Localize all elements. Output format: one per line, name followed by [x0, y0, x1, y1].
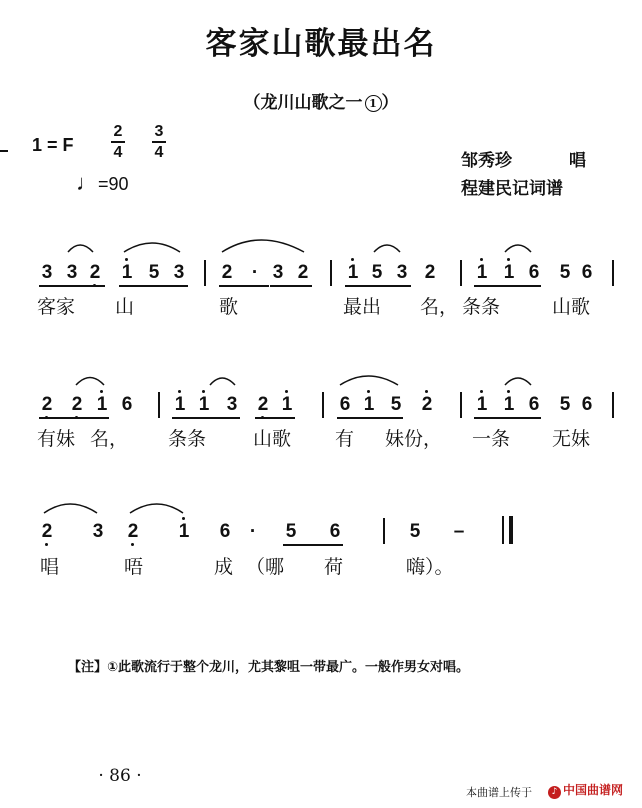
singer-role: 唱: [569, 151, 586, 171]
lyric: 有: [335, 428, 355, 450]
note: 1: [476, 394, 488, 415]
note: 2: [89, 262, 101, 283]
final-bar-line-thin: [502, 516, 504, 544]
lyric: 最出: [343, 296, 382, 318]
lyric: 名，: [90, 428, 129, 450]
site-logo-text: 中国曲谱网: [563, 783, 624, 797]
note: 1: [363, 394, 375, 415]
note: 6: [581, 262, 593, 283]
time-sig-bottom: 4: [113, 144, 123, 161]
note: 2: [257, 394, 269, 415]
footnote: 【注】①此歌流行于整个龙川，尤其黎咀一带最广。一般作男女对唱。: [68, 660, 470, 675]
note: 5: [285, 521, 297, 542]
note: 5: [409, 521, 421, 542]
note: 1: [476, 262, 488, 283]
recorder-credit: 程建民记词谱: [461, 179, 563, 199]
lyric: 山歌: [552, 296, 591, 318]
note: 6: [528, 262, 540, 283]
quarter-note-icon: ♩: [76, 170, 98, 195]
note: 2: [41, 521, 53, 542]
lyric: （哪: [246, 556, 285, 578]
note: 6: [219, 521, 231, 542]
upload-notice: 本曲谱上传于: [466, 786, 532, 799]
lyric: 有妹: [37, 428, 76, 450]
note: 5: [559, 262, 571, 283]
note: 6: [339, 394, 351, 415]
dash: –: [453, 521, 465, 542]
lyric: 山: [115, 296, 135, 318]
note: 1: [347, 262, 359, 283]
note: 3: [272, 262, 284, 283]
note: 5: [148, 262, 160, 283]
time-sig-top: 3: [154, 123, 164, 140]
note: 2: [421, 394, 433, 415]
final-bar-line-thick: [509, 516, 513, 544]
note: 2: [424, 262, 436, 283]
lyric: 歌: [219, 296, 239, 318]
note: 1: [96, 394, 108, 415]
lyric: 条条: [168, 428, 207, 450]
note: 3: [396, 262, 408, 283]
time-sig-bottom: 4: [154, 144, 164, 161]
footnote-marker: 1: [365, 95, 382, 112]
note: 1: [178, 521, 190, 542]
note: 5: [559, 394, 571, 415]
note: 6: [121, 394, 133, 415]
note: 3: [41, 262, 53, 283]
note: 3: [66, 262, 78, 283]
logo-icon: ♪: [548, 786, 561, 799]
lyric: 一条: [472, 428, 511, 450]
note: 3: [173, 262, 185, 283]
note: 2: [221, 262, 233, 283]
note: 1: [174, 394, 186, 415]
note: 6: [528, 394, 540, 415]
lyric: 唱: [40, 556, 60, 578]
note: 5: [371, 262, 383, 283]
lyric: 成: [214, 556, 234, 578]
song-title: 客家山歌最出名: [205, 26, 437, 62]
dot-extension: ·: [251, 262, 259, 283]
note: 1: [121, 262, 133, 283]
site-logo[interactable]: [548, 781, 623, 799]
page-number: · 86 ·: [98, 766, 142, 786]
dot-extension: ·: [249, 521, 257, 542]
bar-line: [383, 518, 385, 544]
lyric: 无妹: [552, 428, 591, 450]
note: 6: [329, 521, 341, 542]
note: 3: [226, 394, 238, 415]
note: 2: [127, 521, 139, 542]
lyric: 条条: [462, 296, 501, 318]
lyric: 唔: [124, 556, 144, 578]
note: 2: [41, 394, 53, 415]
lyric: 客家: [37, 296, 76, 318]
subtitle-close: ）: [381, 93, 399, 113]
lyric: 山歌: [253, 428, 292, 450]
subtitle-text: （龙川山歌之一: [243, 93, 363, 113]
lyric: 嗨）。: [406, 556, 454, 578]
note: 2: [297, 262, 309, 283]
note: 2: [71, 394, 83, 415]
note: 6: [581, 394, 593, 415]
key-signature: 1 = F: [32, 135, 74, 155]
tempo-value: =90: [98, 174, 129, 194]
note: 1: [198, 394, 210, 415]
beam: [283, 544, 343, 546]
lyric: 妹份，: [385, 428, 443, 450]
time-sig-top: 2: [113, 123, 123, 140]
note: 1: [281, 394, 293, 415]
singer-name: 邹秀珍: [461, 151, 512, 171]
note: 1: [503, 262, 515, 283]
note: 1: [503, 394, 515, 415]
lyric: 名，: [420, 296, 459, 318]
lyric: 荷: [324, 556, 344, 578]
note: 5: [390, 394, 402, 415]
note: 3: [92, 521, 104, 542]
